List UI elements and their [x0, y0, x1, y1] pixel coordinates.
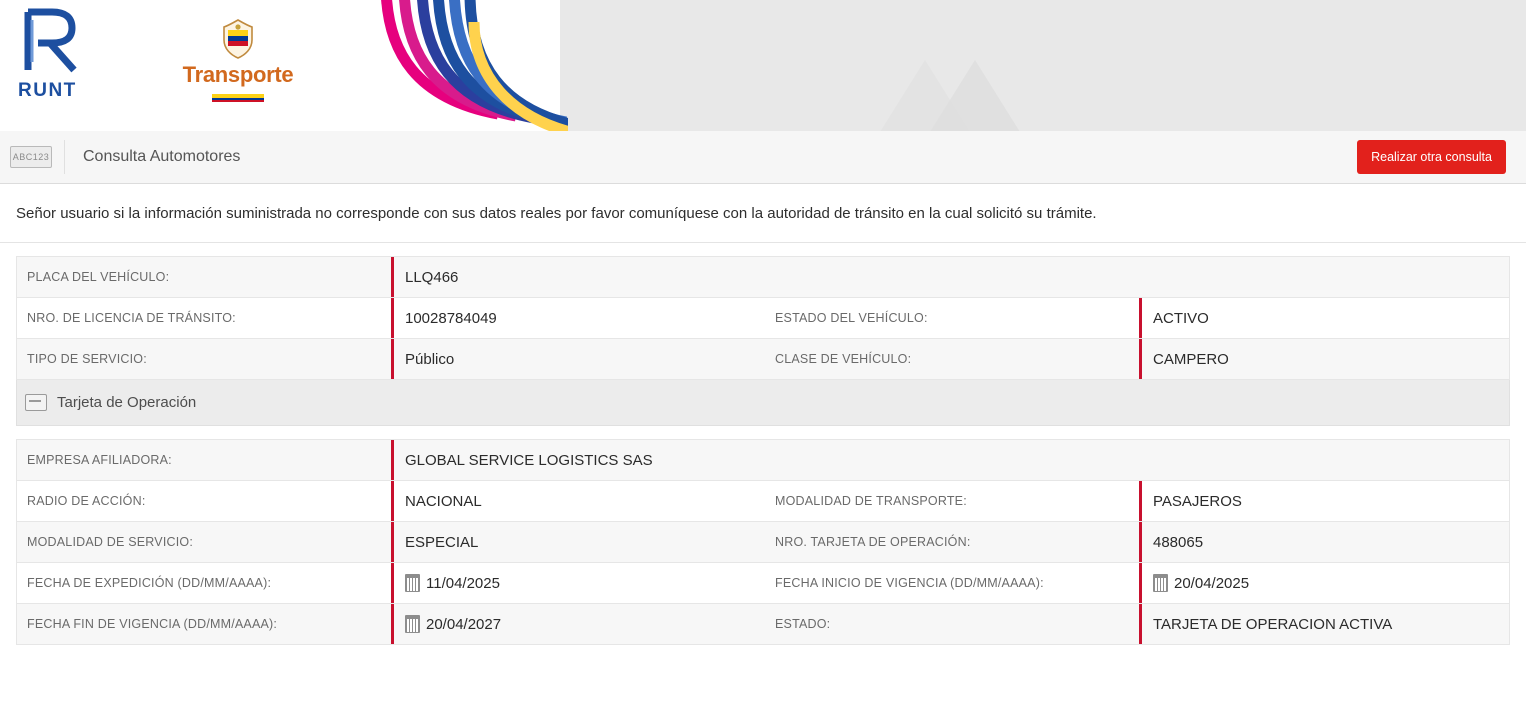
section-title: Tarjeta de Operación — [57, 394, 197, 411]
header-decoration-shape-2 — [930, 60, 1020, 131]
calendar-icon — [405, 574, 420, 592]
new-query-button[interactable]: Realizar otra consulta — [1357, 140, 1506, 174]
colombia-flag-bar — [212, 94, 264, 102]
runt-r-icon — [18, 6, 84, 76]
row-label: FECHA DE EXPEDICIÓN (DD/MM/AAAA): — [27, 576, 272, 590]
row-value: NACIONAL — [391, 481, 765, 521]
runt-wave-graphic — [378, 0, 568, 131]
row-value: 10028784049 — [391, 298, 765, 338]
row-value-2: PASAJEROS — [1139, 481, 1509, 521]
table-row — [17, 298, 1509, 339]
card-icon — [25, 394, 47, 411]
row-label: PLACA DEL VEHÍCULO: — [27, 270, 170, 284]
table-row — [17, 440, 1509, 481]
section-header-operation-card[interactable] — [16, 380, 1510, 426]
row-label: NRO. DE LICENCIA DE TRÁNSITO: — [27, 311, 236, 325]
section-spacer — [0, 426, 1526, 439]
mintransporte-logo — [168, 18, 308, 102]
row-label-2: MODALIDAD DE TRANSPORTE: — [775, 494, 967, 508]
row-label: TIPO DE SERVICIO: — [27, 352, 147, 366]
runt-logo-text: RUNT — [18, 80, 77, 101]
row-value-2: TARJETA DE OPERACION ACTIVA — [1139, 604, 1509, 644]
row-label: RADIO DE ACCIÓN: — [27, 494, 146, 508]
calendar-icon — [1153, 574, 1168, 592]
row-value: Público — [391, 339, 765, 379]
colombia-coat-of-arms-icon — [221, 18, 255, 60]
row-label-2: FECHA INICIO DE VIGENCIA (DD/MM/AAAA): — [775, 576, 1044, 590]
operation-card-panel — [16, 439, 1510, 645]
row-label: EMPRESA AFILIADORA: — [27, 453, 172, 467]
table-row — [17, 604, 1509, 645]
calendar-icon — [405, 615, 420, 633]
page-header — [0, 0, 1526, 131]
row-value-date — [391, 563, 765, 603]
breadcrumb-divider — [64, 140, 65, 174]
table-row — [17, 522, 1509, 563]
row-value-2: 488065 — [1139, 522, 1509, 562]
mintransporte-word: Transporte — [182, 62, 294, 87]
runt-logo — [18, 6, 88, 116]
breadcrumb-bar — [0, 131, 1526, 184]
row-label: MODALIDAD DE SERVICIO: — [27, 535, 194, 549]
row-label-2: ESTADO: — [775, 617, 831, 631]
row-value: ESPECIAL — [391, 522, 765, 562]
row-label-2: NRO. TARJETA DE OPERACIÓN: — [775, 535, 971, 549]
runt-mark-icon — [18, 6, 84, 76]
row-label: FECHA FIN DE VIGENCIA (DD/MM/AAAA): — [27, 617, 278, 631]
row-value-2: ACTIVO — [1139, 298, 1509, 338]
table-row — [17, 339, 1509, 380]
page-title: Consulta Automotores — [83, 148, 241, 165]
row-value: 11/04/2025 — [426, 574, 500, 592]
row-value-2-date — [1139, 563, 1509, 603]
table-row — [17, 481, 1509, 522]
row-value: LLQ466 — [391, 257, 1509, 297]
notice-message: Señor usuario si la información suministrada no corresponde con sus datos reales por favor comuníquese con la autoridad de tránsito en la cual solicitó su trámite. — [0, 184, 1526, 243]
table-row — [17, 257, 1509, 298]
row-value: 20/04/2027 — [426, 615, 502, 633]
table-row — [17, 563, 1509, 604]
vehicle-info-panel — [16, 256, 1510, 380]
row-label-2: CLASE DE VEHÍCULO: — [775, 352, 912, 366]
row-value-2: 20/04/2025 — [1174, 574, 1250, 592]
row-label-2: ESTADO DEL VEHÍCULO: — [775, 311, 928, 325]
row-value: GLOBAL SERVICE LOGISTICS SAS — [391, 440, 1509, 480]
row-value-2: CAMPERO — [1139, 339, 1509, 379]
plate-chip-icon: ABC123 — [10, 146, 52, 168]
row-value-date — [391, 604, 765, 644]
